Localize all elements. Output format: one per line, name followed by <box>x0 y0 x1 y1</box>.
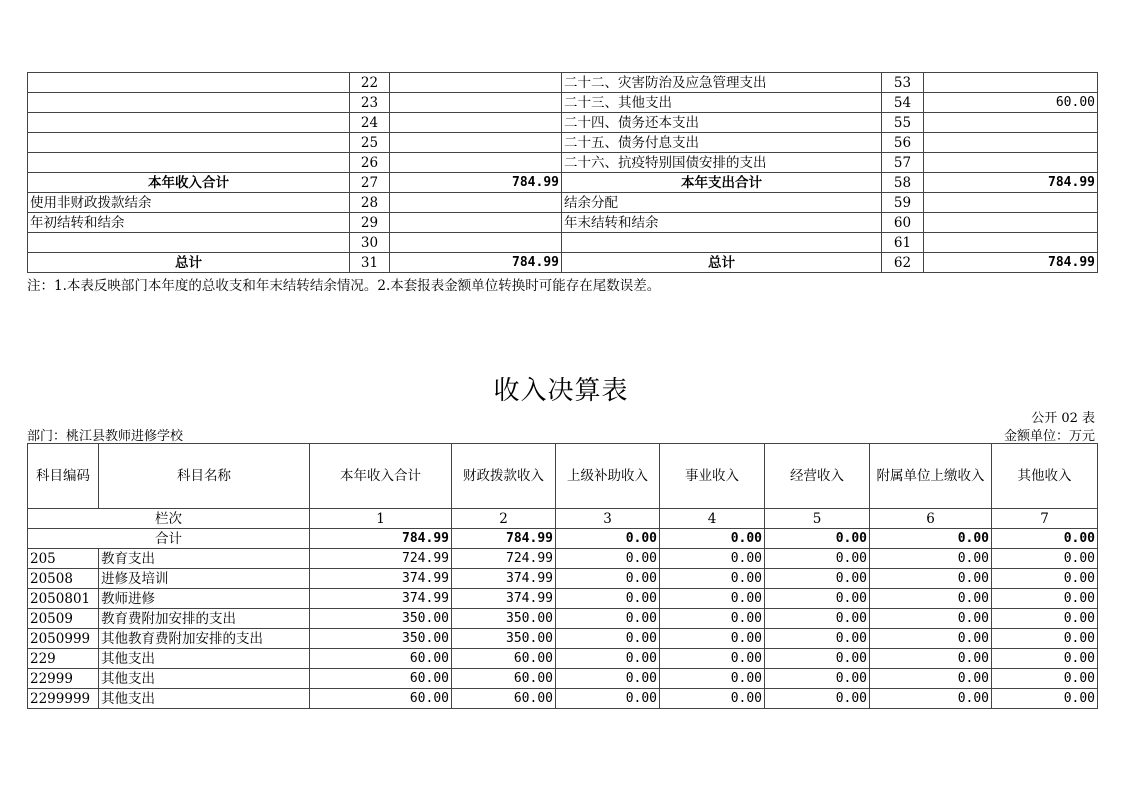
amount-cell: 374.99 <box>452 569 556 589</box>
expense-amount-cell: 784.99 <box>924 173 1098 193</box>
subject-code: 2050999 <box>28 629 99 649</box>
expense-item-cell: 结余分配 <box>562 193 882 213</box>
income-item-cell <box>28 133 350 153</box>
expense-item-cell: 二十三、其他支出 <box>562 93 882 113</box>
amount-cell: 0.00 <box>556 689 660 709</box>
expense-item-cell: 二十六、抗疫特别国债安排的支出 <box>562 153 882 173</box>
expense-line-number: 59 <box>882 193 924 213</box>
column-header: 其他收入 <box>992 444 1098 509</box>
column-number: 6 <box>870 509 992 529</box>
subject-name: 教师进修 <box>99 589 310 609</box>
unit-label: 金额单位：万元 <box>1003 429 1095 444</box>
summary-table <box>27 72 1098 273</box>
amount-cell: 0.00 <box>660 589 765 609</box>
expense-item-cell: 年末结转和结余 <box>562 213 882 233</box>
expense-item-cell: 本年支出合计 <box>562 173 882 193</box>
expense-item-cell <box>562 233 882 253</box>
total-value: 784.99 <box>452 529 556 549</box>
amount-cell: 0.00 <box>765 649 870 669</box>
table-row <box>28 629 1098 649</box>
expense-line-number: 58 <box>882 173 924 193</box>
amount-cell: 0.00 <box>765 609 870 629</box>
table-row <box>28 113 1098 133</box>
table-row <box>28 609 1098 629</box>
income-line-number: 22 <box>350 73 390 93</box>
income-amount-cell: 784.99 <box>390 253 562 273</box>
amount-cell: 0.00 <box>765 669 870 689</box>
income-line-number: 26 <box>350 153 390 173</box>
amount-cell: 0.00 <box>660 669 765 689</box>
total-value: 784.99 <box>310 529 452 549</box>
income-amount-cell <box>390 233 562 253</box>
expense-line-number: 53 <box>882 73 924 93</box>
income-amount-cell <box>390 133 562 153</box>
amount-cell: 0.00 <box>660 549 765 569</box>
expense-amount-cell <box>924 113 1098 133</box>
total-value: 0.00 <box>660 529 765 549</box>
expense-item-cell: 二十四、债务还本支出 <box>562 113 882 133</box>
income-line-number: 29 <box>350 213 390 233</box>
income-amount-cell <box>390 73 562 93</box>
amount-cell: 0.00 <box>765 549 870 569</box>
income-item-cell: 本年收入合计 <box>28 173 350 193</box>
column-number: 2 <box>452 509 556 529</box>
amount-cell: 0.00 <box>870 549 992 569</box>
expense-amount-cell <box>924 193 1098 213</box>
income-amount-cell: 784.99 <box>390 173 562 193</box>
amount-cell: 0.00 <box>870 689 992 709</box>
amount-cell: 0.00 <box>660 609 765 629</box>
expense-line-number: 54 <box>882 93 924 113</box>
expense-line-number: 55 <box>882 113 924 133</box>
amount-cell: 0.00 <box>556 569 660 589</box>
amount-cell: 0.00 <box>870 629 992 649</box>
expense-amount-cell <box>924 233 1098 253</box>
income-line-number: 23 <box>350 93 390 113</box>
amount-cell: 0.00 <box>765 589 870 609</box>
subject-code: 229 <box>28 649 99 669</box>
income-amount-cell <box>390 213 562 233</box>
amount-cell: 724.99 <box>310 549 452 569</box>
column-header: 科目名称 <box>99 444 310 509</box>
amount-cell: 60.00 <box>310 649 452 669</box>
table-row <box>28 193 1098 213</box>
amount-cell: 60.00 <box>310 669 452 689</box>
amount-cell: 0.00 <box>870 669 992 689</box>
table-row <box>28 73 1098 93</box>
income-item-cell: 年初结转和结余 <box>28 213 350 233</box>
column-header: 财政拨款收入 <box>452 444 556 509</box>
amount-cell: 0.00 <box>992 669 1098 689</box>
column-number: 5 <box>765 509 870 529</box>
total-value: 0.00 <box>556 529 660 549</box>
income-line-number: 30 <box>350 233 390 253</box>
total-label: 合计 <box>28 529 310 549</box>
total-value: 0.00 <box>992 529 1098 549</box>
amount-cell: 0.00 <box>992 689 1098 709</box>
income-line-number: 25 <box>350 133 390 153</box>
amount-cell: 0.00 <box>992 649 1098 669</box>
amount-cell: 0.00 <box>870 609 992 629</box>
income-amount-cell <box>390 153 562 173</box>
table-note: 注：1.本表反映部门本年度的总收支和年末结转结余情况。2.本套报表金额单位转换时可能存在尾数误差。 <box>27 278 661 294</box>
income-item-cell <box>28 113 350 133</box>
income-line-number: 31 <box>350 253 390 273</box>
amount-cell: 0.00 <box>660 689 765 709</box>
table-row <box>28 669 1098 689</box>
expense-line-number: 56 <box>882 133 924 153</box>
amount-cell: 0.00 <box>992 629 1098 649</box>
income-item-cell <box>28 73 350 93</box>
table-row <box>28 233 1098 253</box>
amount-cell: 60.00 <box>452 649 556 669</box>
form-number: 公开 02 表 <box>1031 411 1095 426</box>
table-row <box>28 173 1098 193</box>
amount-cell: 60.00 <box>452 689 556 709</box>
income-amount-cell <box>390 113 562 133</box>
table-row <box>28 133 1098 153</box>
expense-line-number: 57 <box>882 153 924 173</box>
expense-line-number: 61 <box>882 233 924 253</box>
subject-name: 其他教育费附加安排的支出 <box>99 629 310 649</box>
amount-cell: 374.99 <box>310 569 452 589</box>
amount-cell: 0.00 <box>765 629 870 649</box>
column-number: 4 <box>660 509 765 529</box>
amount-cell: 0.00 <box>556 589 660 609</box>
amount-cell: 0.00 <box>870 649 992 669</box>
income-line-number: 24 <box>350 113 390 133</box>
table-row <box>28 689 1098 709</box>
income-item-cell: 总计 <box>28 253 350 273</box>
amount-cell: 724.99 <box>452 549 556 569</box>
expense-amount-cell: 784.99 <box>924 253 1098 273</box>
subject-name: 其他支出 <box>99 689 310 709</box>
subject-code: 20509 <box>28 609 99 629</box>
column-number-row <box>28 509 1098 529</box>
column-number: 1 <box>310 509 452 529</box>
column-number-label: 栏次 <box>28 509 310 529</box>
amount-cell: 0.00 <box>660 649 765 669</box>
amount-cell: 0.00 <box>556 549 660 569</box>
table-row <box>28 649 1098 669</box>
expense-line-number: 62 <box>882 253 924 273</box>
expense-amount-cell <box>924 153 1098 173</box>
amount-cell: 0.00 <box>556 669 660 689</box>
amount-cell: 0.00 <box>992 549 1098 569</box>
column-header: 上级补助收入 <box>556 444 660 509</box>
table-row <box>28 93 1098 113</box>
income-table <box>27 443 1098 709</box>
amount-cell: 0.00 <box>765 569 870 589</box>
amount-cell: 0.00 <box>660 629 765 649</box>
amount-cell: 0.00 <box>870 589 992 609</box>
subject-code: 2299999 <box>28 689 99 709</box>
subject-code: 205 <box>28 549 99 569</box>
table-row <box>28 213 1098 233</box>
column-header: 附属单位上缴收入 <box>870 444 992 509</box>
amount-cell: 0.00 <box>556 629 660 649</box>
total-row <box>28 529 1098 549</box>
expense-amount-cell: 60.00 <box>924 93 1098 113</box>
subject-code: 22999 <box>28 669 99 689</box>
subject-name: 其他支出 <box>99 669 310 689</box>
income-amount-cell <box>390 193 562 213</box>
amount-cell: 0.00 <box>556 649 660 669</box>
column-header: 科目编码 <box>28 444 99 509</box>
table-row <box>28 153 1098 173</box>
amount-cell: 0.00 <box>556 609 660 629</box>
amount-cell: 374.99 <box>452 589 556 609</box>
column-header: 经营收入 <box>765 444 870 509</box>
amount-cell: 0.00 <box>992 589 1098 609</box>
income-item-cell <box>28 233 350 253</box>
column-number: 3 <box>556 509 660 529</box>
income-amount-cell <box>390 93 562 113</box>
expense-line-number: 60 <box>882 213 924 233</box>
table-row <box>28 569 1098 589</box>
amount-cell: 350.00 <box>310 629 452 649</box>
amount-cell: 350.00 <box>452 629 556 649</box>
subject-name: 教育支出 <box>99 549 310 569</box>
subject-name: 进修及培训 <box>99 569 310 589</box>
subject-name: 教育费附加安排的支出 <box>99 609 310 629</box>
total-value: 0.00 <box>765 529 870 549</box>
income-line-number: 28 <box>350 193 390 213</box>
column-header: 事业收入 <box>660 444 765 509</box>
expense-amount-cell <box>924 213 1098 233</box>
amount-cell: 0.00 <box>660 569 765 589</box>
header-row <box>28 444 1098 509</box>
expense-amount-cell <box>924 73 1098 93</box>
column-number: 7 <box>992 509 1098 529</box>
expense-item-cell: 二十五、债务付息支出 <box>562 133 882 153</box>
amount-cell: 60.00 <box>310 689 452 709</box>
expense-item-cell: 总计 <box>562 253 882 273</box>
amount-cell: 350.00 <box>452 609 556 629</box>
page-title: 收入决算表 <box>493 376 629 406</box>
income-item-cell <box>28 93 350 113</box>
subject-code: 2050801 <box>28 589 99 609</box>
expense-item-cell: 二十二、灾害防治及应急管理支出 <box>562 73 882 93</box>
table-row <box>28 589 1098 609</box>
table-row <box>28 549 1098 569</box>
total-value: 0.00 <box>870 529 992 549</box>
income-line-number: 27 <box>350 173 390 193</box>
income-item-cell: 使用非财政拨款结余 <box>28 193 350 213</box>
amount-cell: 374.99 <box>310 589 452 609</box>
amount-cell: 0.00 <box>870 569 992 589</box>
amount-cell: 0.00 <box>992 569 1098 589</box>
column-header: 本年收入合计 <box>310 444 452 509</box>
amount-cell: 60.00 <box>452 669 556 689</box>
subject-name: 其他支出 <box>99 649 310 669</box>
income-item-cell <box>28 153 350 173</box>
expense-amount-cell <box>924 133 1098 153</box>
amount-cell: 0.00 <box>992 609 1098 629</box>
subject-code: 20508 <box>28 569 99 589</box>
amount-cell: 350.00 <box>310 609 452 629</box>
amount-cell: 0.00 <box>765 689 870 709</box>
table-row <box>28 253 1098 273</box>
department-label: 部门：桃江县教师进修学校 <box>27 429 184 444</box>
